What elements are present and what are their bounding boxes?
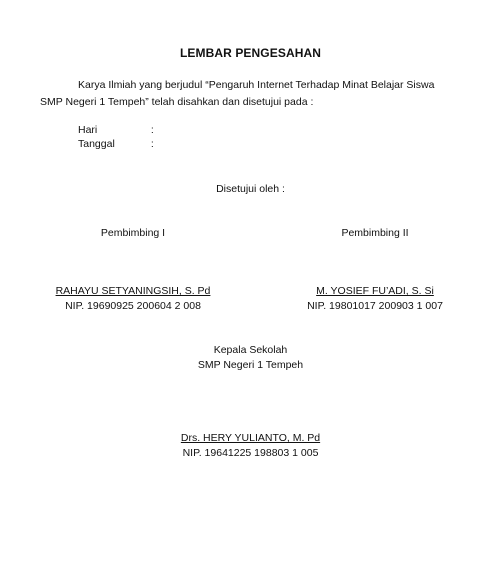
intro-paragraph [40, 77, 460, 111]
principal-school: SMP Negeri 1 Tempeh [197, 359, 304, 371]
advisor2-name: M. YOSIEF FU’ADI, S. Si [316, 285, 434, 297]
field-separator: : [150, 124, 154, 136]
advisor1-role: Pembimbing I [100, 227, 166, 239]
intro-line-1: Karya Ilmiah yang berjudul “Pengaruh Internet Terhadap Minat Belajar Siswa [78, 79, 435, 91]
principal-name: Drs. HERY YULIANTO, M. Pd [180, 432, 321, 444]
advisor2-nip: NIP. 19801017 200903 1 007 [307, 300, 443, 312]
document-title: LEMBAR PENGESAHAN [179, 46, 322, 60]
advisor1-name: RAHAYU SETYANINGSIH, S. Pd [55, 285, 211, 297]
principal-nip: NIP. 19641225 198803 1 005 [182, 447, 319, 459]
intro-line-2: SMP Negeri 1 Tempeh” telah disahkan dan disetujui pada : [40, 96, 314, 108]
principal-role: Kepala Sekolah [213, 344, 288, 356]
field-label-hari: Hari [78, 124, 98, 136]
approved-by-label: Disetujui oleh : [216, 183, 285, 195]
field-label-tanggal: Tanggal [78, 138, 115, 150]
advisor2-role: Pembimbing II [341, 227, 409, 239]
field-tanggal [78, 138, 154, 150]
advisor1-nip: NIP. 19690925 200604 2 008 [65, 300, 201, 312]
field-hari [78, 124, 154, 136]
field-separator: : [150, 138, 154, 150]
